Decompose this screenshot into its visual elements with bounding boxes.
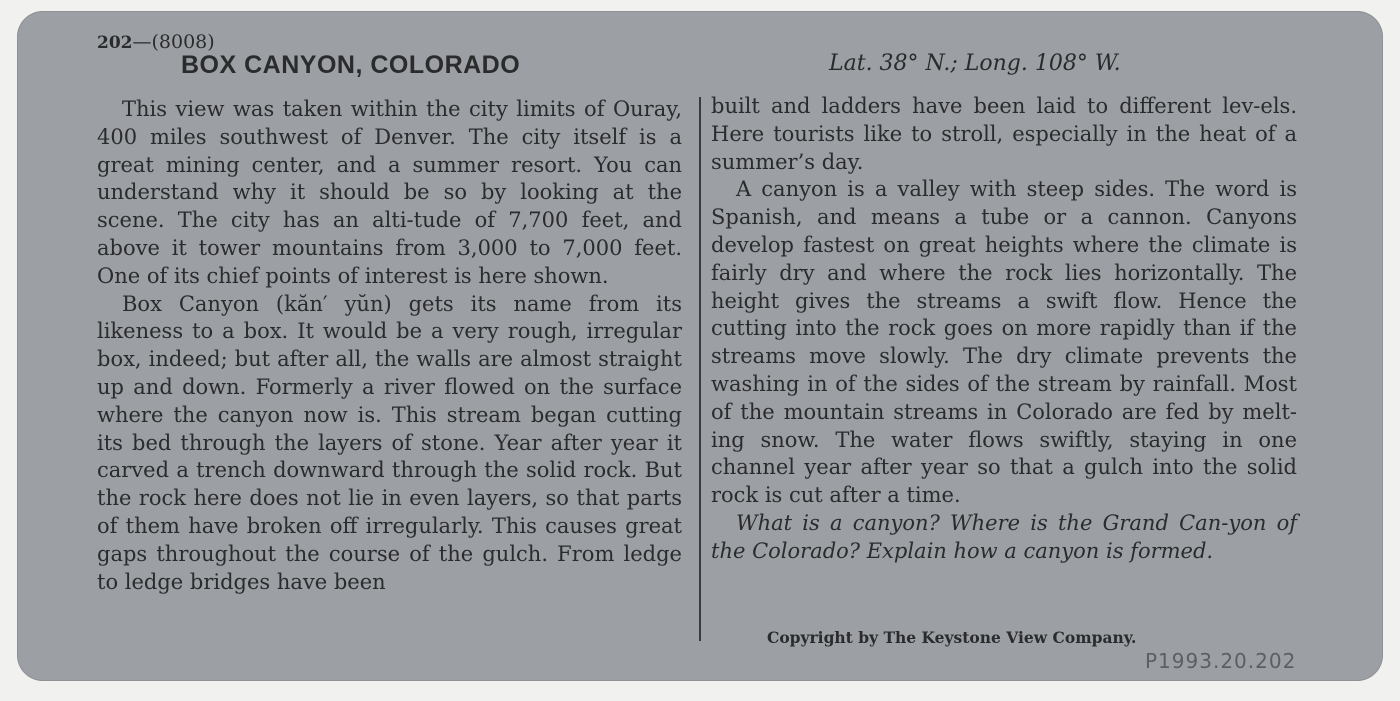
view-number: 202	[97, 33, 133, 53]
paragraph-box-canyon: Box Canyon (kăn′ yŭn) gets its name from its likeness to a box. It would be a very rough, irregular box, indeed; but after all, the walls are almost straight up and down. Formerly a river flowed on the surface where the canyon now is. This stream began cutting its bed through the layers of stone. Year after year it carved a trench downward through the solid rock. But the rock here does not lie in even layers, so that parts of them have broken off irregularly. This causes great gaps throughout the course of the gulch. From ledge to ledge bridges have been	[97, 291, 682, 594]
copyright-line: Copyright by The Keystone View Company.	[767, 628, 1137, 647]
stereograph-card-back	[17, 11, 1383, 681]
paragraph-canyon-definition: A canyon is a valley with steep sides. The word is Spanish, and means a tube or a cannon. Canyons develop fastest on great heights where the climate is fairly dry and where the rock lies horizontally. The height gives the streams a swift flow. Hence the cutting into the rock goes on more rapidly than if the streams move slowly. The dry climate prevents the washing in of the sides of the stream by rainfall. Most of the mountain streams in Colorado are fed by melt-ing snow. The water flows swiftly, staying in one channel year after year so that a gulch into the solid rock is cut after a time.	[711, 177, 1297, 508]
left-text-column	[97, 96, 682, 596]
study-questions: What is a canyon? Where is the Grand Can-yon of the Colorado? Explain how a canyon is formed.	[711, 510, 1297, 563]
right-text-column	[711, 93, 1297, 566]
column-divider	[699, 97, 701, 641]
card-title: BOX CANYON, COLORADO	[181, 51, 521, 79]
catalog-code: (8008)	[151, 31, 215, 53]
coordinates: Lat. 38° N.; Long. 108° W.	[829, 51, 1121, 76]
paragraph-continuation: built and ladders have been laid to different lev-els. Here tourists like to stroll, especially in the heat of a summer’s day.	[711, 94, 1297, 174]
paragraph-intro: This view was taken within the city limits of Ouray, 400 miles southwest of Denver. The city itself is a great mining center, and a summer resort. You can understand why it should be so by looking at the scene. The city has an alti-tude of 7,700 feet, and above it tower mountains from 3,000 to 7,000 feet. One of its chief points of interest is here shown.	[97, 97, 682, 288]
accession-number: P1993.20.202	[1145, 649, 1297, 673]
number-dash: —	[132, 31, 152, 53]
card-number	[97, 31, 215, 53]
